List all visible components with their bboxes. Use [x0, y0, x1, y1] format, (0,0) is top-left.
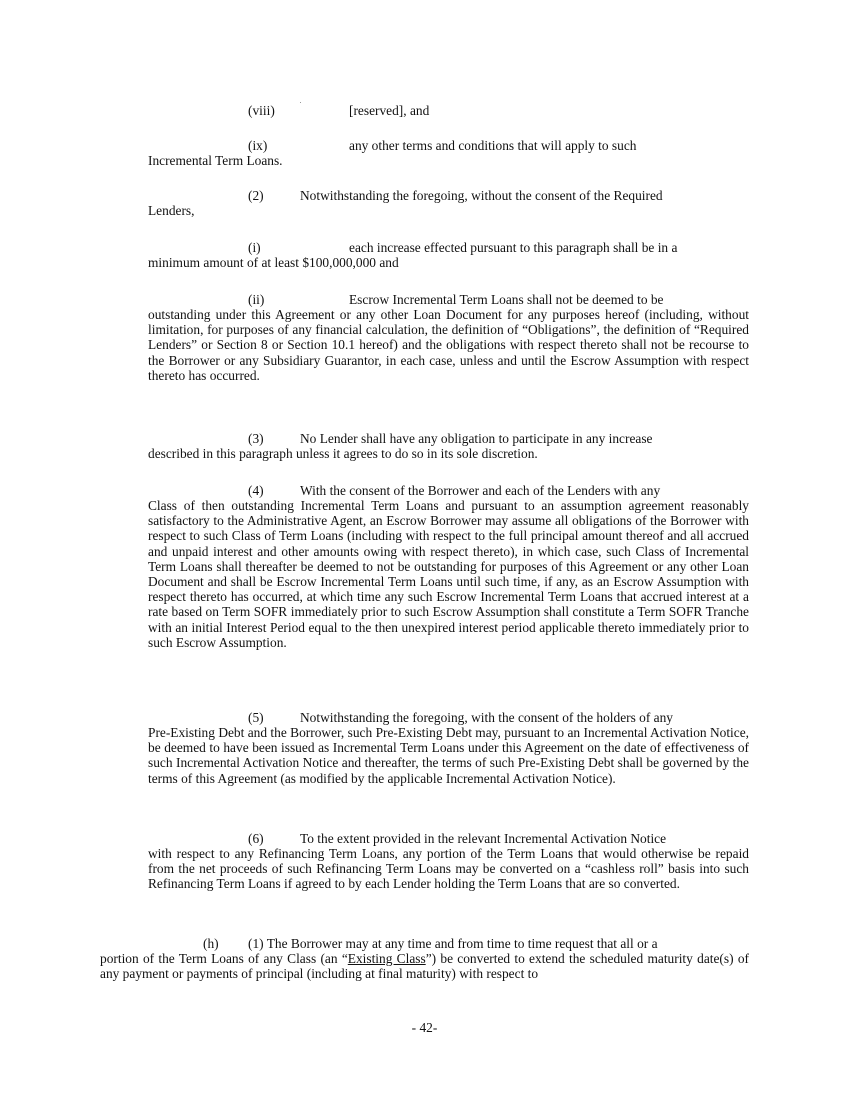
- paragraph-label: (6): [248, 831, 264, 846]
- clause-label: (ix): [248, 138, 268, 153]
- page-number: - 42-: [411, 1020, 438, 1035]
- paragraph-continuation: Lenders,: [148, 203, 195, 218]
- paragraph-continuation: with respect to any Refinancing Term Loans, any portion of the Term Loans that would otherwise be repaid from the net proceeds of such Refinancing Term Loans may be converted on a “cashless roll” basis into such Refinancing Term Loans if agreed to by each Lender holding the Term Loans that are so converted.: [148, 846, 749, 892]
- paragraph-first-line: With the consent of the Borrower and each of the Lenders with any: [300, 483, 661, 498]
- section-text-before: portion of the Term Loans of any Class (an “: [100, 951, 348, 966]
- paragraph-first-line: No Lender shall have any obligation to participate in any increase: [300, 431, 653, 446]
- section-label: (h): [203, 936, 219, 951]
- paragraph-continuation: Class of then outstanding Incremental Term Loans and pursuant to an assumption agreement reasonably satisfactory to the Administrative Agent, an Escrow Borrower may assume all obligations of the Borrower with respect to such Class of Term Loans (including with respect to the full principal amount thereof and all accrued and unpaid interest and other amounts owing with respect thereto), in which case, such Class of Incremental Term Loans shall thereafter be deemed to not be outstanding for purposes of this Agreement or any other Loan Document and shall be Escrow Incremental Term Loans until such time, if any, as an Escrow Assumption with respect thereto has occurred, at which time any such Escrow Incremental Term Loans that accrued interest at a rate based on Term SOFR immediately prior to such Escrow Assumption shall constitute a Term SOFR Tranche with an initial Interest Period equal to the then unexpired interest period applicable thereto immediately prior to such Escrow Assumption.: [148, 498, 749, 650]
- paragraph-label: (3): [248, 431, 264, 446]
- paragraph-label: (2): [248, 188, 264, 203]
- stray-mark: [300, 102, 301, 103]
- clause-first-line: each increase effected pursuant to this paragraph shall be in a: [349, 240, 678, 255]
- clause-continuation: minimum amount of at least $100,000,000 and: [148, 255, 399, 270]
- paragraph-first-line: To the extent provided in the relevant Incremental Activation Notice: [300, 831, 667, 846]
- section-text-after: ”) be converted to extend the scheduled maturity date(s) of any payment or payments of principal (including at final maturity) with respect to: [100, 951, 749, 982]
- paragraph-continuation: Pre-Existing Debt and the Borrower, such Pre-Existing Debt may, pursuant to an Incremental Activation Notice, be deemed to have been issued as Incremental Term Loans under this Agreement on the date of effectiveness of such Incremental Activation Notice and thereafter, the terms of such Pre-Existing Debt shall be governed by the terms of this Agreement (as modified by the applicable Incremental Activation Notice).: [148, 725, 749, 786]
- paragraph-first-line: Notwithstanding the foregoing, without the consent of the Required: [300, 188, 663, 203]
- paragraph-label: (4): [248, 483, 264, 498]
- paragraph-continuation: described in this paragraph unless it agrees to do so in its sole discretion.: [148, 446, 538, 461]
- clause-text: [reserved], and: [349, 103, 430, 118]
- defined-term-existing-class: Existing Class: [347, 951, 426, 966]
- clause-label: (i): [248, 240, 261, 255]
- clause-first-line: any other terms and conditions that will apply to such: [349, 138, 637, 153]
- section-first-line: (1) The Borrower may at any time and from time to time request that all or a: [248, 936, 658, 951]
- clause-continuation: Incremental Term Loans.: [148, 153, 283, 168]
- clause-label: (viii): [248, 103, 275, 118]
- paragraph-label: (5): [248, 710, 264, 725]
- clause-label: (ii): [248, 292, 265, 307]
- clause-first-line: Escrow Incremental Term Loans shall not be deemed to be: [349, 292, 664, 307]
- section-continuation: [100, 951, 749, 981]
- clause-continuation: outstanding under this Agreement or any other Loan Document for any purposes hereof (including, without limitation, for purposes of any financial calculation, the definition of “Obligations”, the definition of “Required Lenders” or Section 8 or Section 10.1 hereof) and the obligations with respect thereto shall not be recourse to the Borrower or any Subsidiary Guarantor, in each case, unless and until the Escrow Assumption with respect thereto has occurred.: [148, 307, 749, 383]
- paragraph-first-line: Notwithstanding the foregoing, with the consent of the holders of any: [300, 710, 674, 725]
